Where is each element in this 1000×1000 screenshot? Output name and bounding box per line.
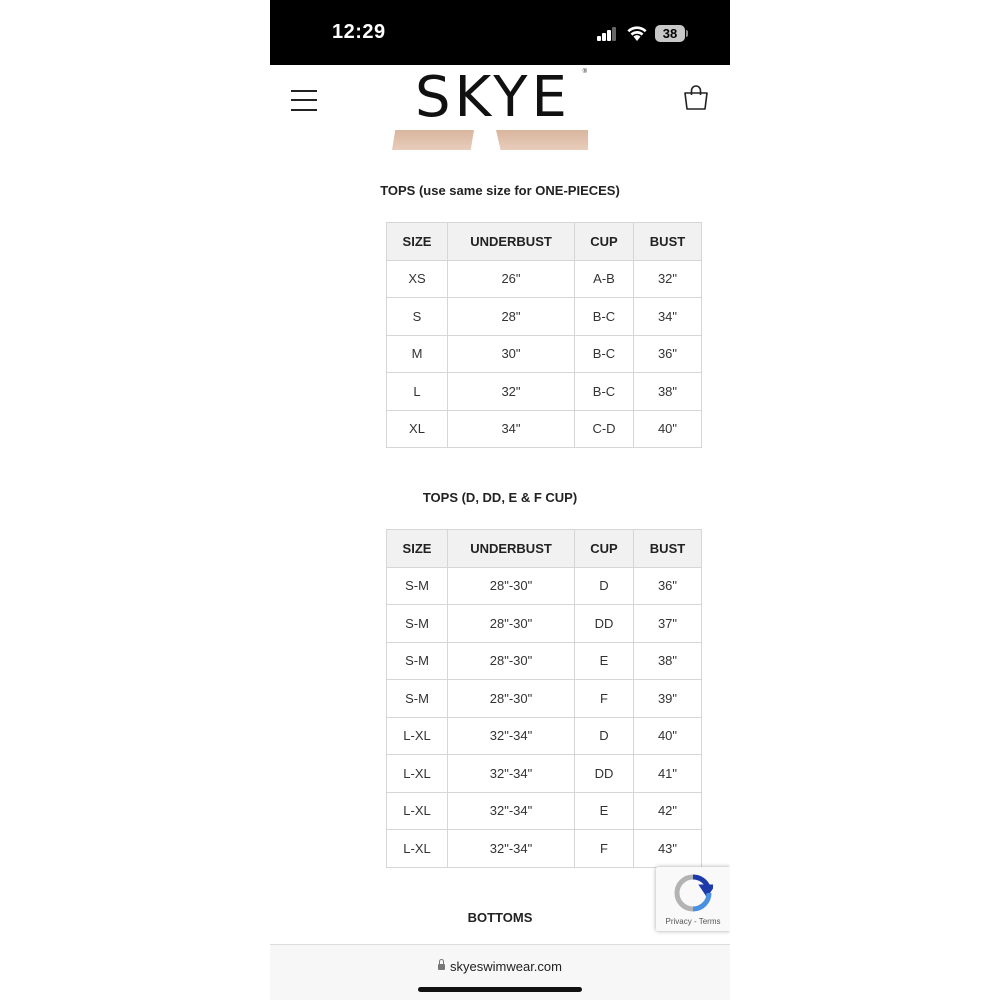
table-cell: 32"	[448, 373, 575, 411]
table-cell: 34"	[634, 298, 702, 336]
tops-big-cup-table-title: TOPS (D, DD, E & F CUP)	[422, 490, 578, 505]
column-header: UNDERBUST	[448, 530, 575, 568]
table-row	[387, 567, 702, 605]
table-cell: E	[575, 792, 634, 830]
table-cell: 30"	[448, 335, 575, 373]
table-cell: 26"	[448, 260, 575, 298]
table-cell: A-B	[575, 260, 634, 298]
table-cell: 28"-30"	[448, 567, 575, 605]
table-cell: 40"	[634, 410, 702, 448]
table-row	[387, 335, 702, 373]
bottoms-table-title: BOTTOMS	[467, 910, 533, 925]
table-cell: F	[575, 830, 634, 868]
table-cell: C-D	[575, 410, 634, 448]
table-row	[387, 717, 702, 755]
column-header: BUST	[634, 223, 702, 261]
column-header: UNDERBUST	[448, 223, 575, 261]
table-cell: B-C	[575, 335, 634, 373]
table-row	[387, 755, 702, 793]
column-header: SIZE	[387, 223, 448, 261]
table-cell: 43"	[634, 830, 702, 868]
table-cell: L-XL	[387, 792, 448, 830]
table-cell: S-M	[387, 642, 448, 680]
table-cell: L-XL	[387, 830, 448, 868]
table-cell: S-M	[387, 605, 448, 643]
browser-url-bar[interactable]	[270, 944, 730, 1000]
home-indicator[interactable]	[418, 987, 582, 992]
cellular-signal-icon	[597, 27, 617, 41]
wifi-icon	[626, 24, 648, 42]
table-row	[387, 260, 702, 298]
table-cell: F	[575, 680, 634, 718]
table-cell: 36"	[634, 335, 702, 373]
tops-size-table	[386, 222, 702, 448]
column-header: SIZE	[387, 530, 448, 568]
table-cell: L-XL	[387, 755, 448, 793]
table-cell: S-M	[387, 680, 448, 718]
table-cell: 34"	[448, 410, 575, 448]
phone-screen	[270, 0, 730, 1000]
table-row	[387, 680, 702, 718]
column-header: CUP	[575, 530, 634, 568]
table-cell: 28"	[448, 298, 575, 336]
table-cell: S	[387, 298, 448, 336]
table-row	[387, 642, 702, 680]
address-display[interactable]	[270, 959, 730, 974]
table-cell: B-C	[575, 298, 634, 336]
table-cell: B-C	[575, 373, 634, 411]
table-cell: DD	[575, 605, 634, 643]
table-cell: L-XL	[387, 717, 448, 755]
table-cell: 38"	[634, 373, 702, 411]
product-image	[392, 130, 588, 150]
logo-registered-mark: ®	[582, 69, 587, 75]
recaptcha-separator: -	[691, 917, 699, 926]
table-cell: 42"	[634, 792, 702, 830]
table-header-row	[387, 223, 702, 261]
table-row	[387, 830, 702, 868]
column-header: BUST	[634, 530, 702, 568]
table-cell: 28"-30"	[448, 642, 575, 680]
url-text: skyeswimwear.com	[450, 959, 562, 974]
tops-big-cup-size-table	[386, 529, 702, 868]
table-cell: 32"-34"	[448, 830, 575, 868]
table-cell: 32"	[634, 260, 702, 298]
table-cell: 32"-34"	[448, 717, 575, 755]
table-cell: 38"	[634, 642, 702, 680]
recaptcha-badge[interactable]	[656, 867, 730, 931]
table-cell: 32"-34"	[448, 755, 575, 793]
table-cell: L	[387, 373, 448, 411]
table-cell: M	[387, 335, 448, 373]
table-row	[387, 373, 702, 411]
table-cell: XS	[387, 260, 448, 298]
recaptcha-privacy-link[interactable]: Privacy	[665, 917, 692, 926]
table-cell: 36"	[634, 567, 702, 605]
table-cell: DD	[575, 755, 634, 793]
battery-level: 38	[662, 26, 678, 41]
table-cell: 28"-30"	[448, 680, 575, 718]
status-bar	[270, 0, 730, 65]
table-row	[387, 298, 702, 336]
table-cell: XL	[387, 410, 448, 448]
table-cell: 40"	[634, 717, 702, 755]
table-row	[387, 605, 702, 643]
logo-text: SKYE	[415, 65, 571, 130]
status-time: 12:29	[332, 21, 386, 43]
recaptcha-icon	[673, 873, 713, 913]
lock-icon	[438, 964, 445, 970]
table-cell: 41"	[634, 755, 702, 793]
recaptcha-terms-link[interactable]: Terms	[698, 917, 721, 926]
battery-icon	[655, 25, 685, 42]
table-cell: 32"-34"	[448, 792, 575, 830]
table-row	[387, 410, 702, 448]
hamburger-menu-icon[interactable]	[291, 90, 317, 111]
table-cell: E	[575, 642, 634, 680]
shopping-bag-icon[interactable]	[682, 84, 710, 112]
recaptcha-links	[656, 917, 730, 926]
table-cell: D	[575, 717, 634, 755]
table-header-row	[387, 530, 702, 568]
column-header: CUP	[575, 223, 634, 261]
tops-table-title: TOPS (use same size for ONE-PIECES)	[380, 183, 620, 198]
battery-tip	[686, 30, 688, 37]
table-cell: 39"	[634, 680, 702, 718]
table-cell: S-M	[387, 567, 448, 605]
table-cell: D	[575, 567, 634, 605]
table-cell: 28"-30"	[448, 605, 575, 643]
table-cell: 37"	[634, 605, 702, 643]
skye-logo[interactable]	[415, 66, 587, 130]
table-row	[387, 792, 702, 830]
